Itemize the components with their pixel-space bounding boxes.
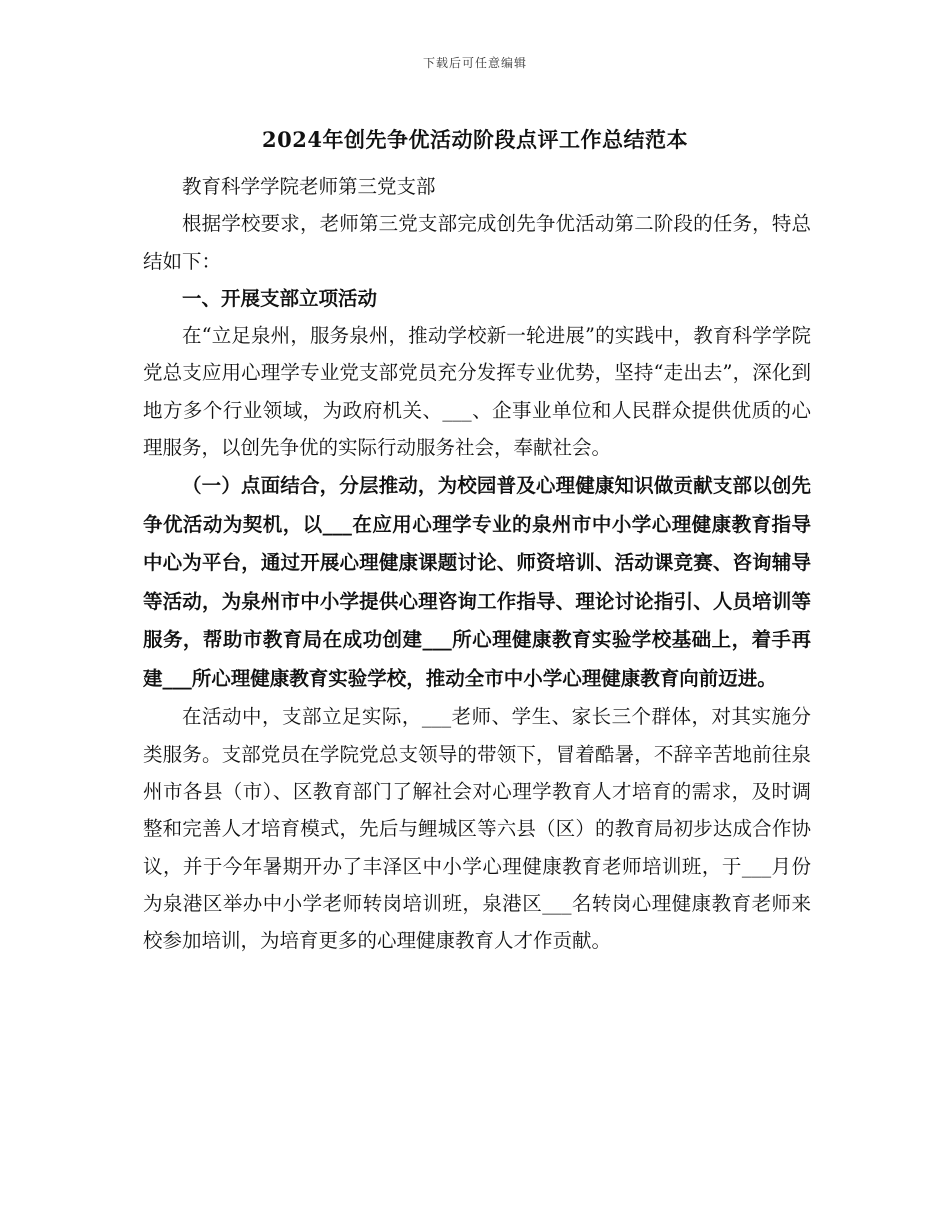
- activity-paragraph: 在活动中，支部立足实际，___老师、学生、家长三个群体，对其实施分类服务。支部党员在学院党总支领导的带领下，冒着酷暑，不辞辛苦地前往泉州市各县（市）、区教育部门了解社会对心理学教育人才培育的需求，及时调整和完善人才培育模式，先后与鲤城区等六县（区）的教育局初步达成合作协议，并于今年暑期开办了丰泽区中小学心理健康教育老师培训班，于___月份为泉港区举办中小学老师转岗培训班，泉港区___名转岗心理健康教育老师来校参加培训，为培育更多的心理健康教育人才作贡献。: [143, 705, 811, 953]
- section-paragraph: 在“立足泉州，服务泉州，推动学校新一轮进展”的实践中，教育科学学院党总支应用心理学专业党支部党员充分发挥专业优势，坚持“走出去”，深化到地方多个行业领域，为政府机关、___、企事业单位和人民群众提供优质的心理服务，以创先争优的实际行动服务社会，奉献社会。: [143, 324, 811, 460]
- intro-paragraph: 根据学校要求，老师第三党支部完成创先争优活动第二阶段的任务，特总结如下：: [143, 212, 811, 273]
- org-line: 教育科学学院老师第三党支部: [182, 175, 436, 198]
- section-heading: 一、开展支部立项活动: [182, 286, 378, 310]
- header-note: 下载后可任意编辑: [422, 56, 527, 70]
- subsection-paragraph: （一）点面结合，分层推动，为校园普及心理健康知识做贡献支部以创先争优活动为契机，以___在应用心理学专业的泉州市中小学心理健康教育指导中心为平台，通过开展心理健康课题讨论、师资培训、活动课竞赛、咨询辅导等活动，为泉州市中小学提供心理咨询工作指导、理论讨论指引、人员培训等服务，帮助市教育局在成功创建___所心理健康教育实验学校基础上，着手再建___所心理健康教育实验学校，推动全市中小学心理健康教育向前迈进。: [143, 474, 811, 690]
- document-body: [143, 168, 811, 959]
- document-title: 2024年创先争优活动阶段点评工作总结范本: [262, 127, 688, 152]
